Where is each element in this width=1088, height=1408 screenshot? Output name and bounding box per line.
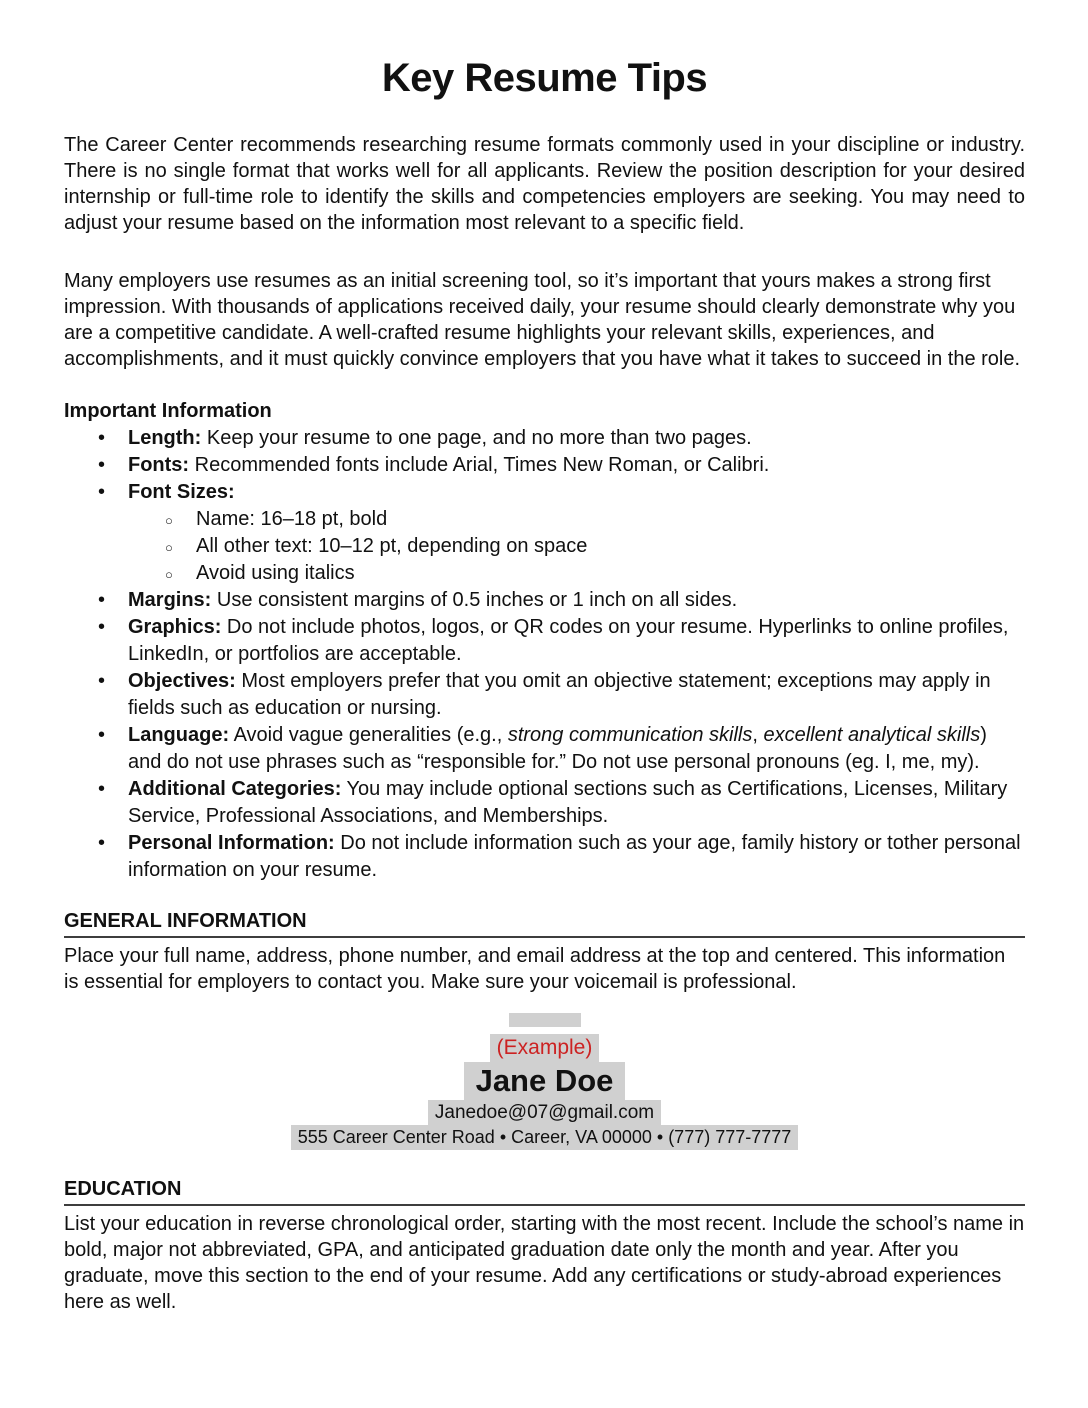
bullet-item: • Personal Information: Do not include information such as your age, family history or tother personal information on your resume. bbox=[64, 830, 1025, 884]
education-body: List your education in reverse chronological order, starting with the most recent. Include the school’s name in bold, major not abbreviated, GPA, and anticipated graduation date only the month and year. After you graduate, move this section to the end of your resume. Add any certifications or study-abroad experiences here as well. bbox=[64, 1213, 1025, 1313]
general-info-body: Place your full name, address, phone number, and email address at the top and centered. This information is essential for employers to contact you. Make sure your voicemail is professional. bbox=[64, 945, 1006, 993]
bullet-label: Graphics: bbox=[128, 616, 222, 638]
example-name-line bbox=[64, 1062, 1025, 1100]
bullet-item bbox=[64, 722, 1025, 776]
bullet-label: Additional Categories: bbox=[128, 778, 342, 800]
important-info-heading: Important Information bbox=[64, 400, 272, 422]
example-email-line bbox=[64, 1100, 1025, 1125]
bullet-label: Font Sizes: bbox=[128, 481, 235, 503]
text-segment: ) and do not use phrases such as “responsible for.” Do not use personal pronouns (eg. I, me, my). bbox=[128, 724, 987, 773]
general-info-heading: GENERAL INFORMATION bbox=[64, 908, 1025, 938]
sub-bullet-item: ○ Name: 16–18 pt, bold bbox=[128, 506, 1025, 533]
sub-bullet-item: ○ All other text: 10–12 pt, depending on space bbox=[128, 533, 1025, 560]
bullet-item bbox=[64, 479, 1025, 587]
example-tag: (Example) bbox=[490, 1034, 600, 1062]
example-address-line bbox=[64, 1125, 1025, 1150]
example-block bbox=[64, 1013, 1025, 1150]
example-blank-highlight-line bbox=[64, 1013, 1025, 1034]
example-email: Janedoe@07@gmail.com bbox=[428, 1100, 661, 1125]
example-tag-line bbox=[64, 1034, 1025, 1062]
general-info-section bbox=[64, 908, 1025, 995]
intro-paragraph-2: Many employers use resumes as an initial screening tool, so it’s important that yours makes a strong first impression. With thousands of applications received daily, your resume should clearly demonstrate why you are a competitive candidate. A well-crafted resume highlights your relevant skills, experiences, and accomplishments, and it must quickly convince employers that you have what it takes to succeed in the role. bbox=[64, 270, 1021, 370]
bullet-item: • Additional Categories: You may include optional sections such as Certifications, Licenses, Military Service, Professional Associations, and Memberships. bbox=[64, 776, 1025, 830]
education-section bbox=[64, 1176, 1025, 1315]
text-segment: , bbox=[752, 724, 764, 746]
example-name: Jane Doe bbox=[464, 1062, 626, 1100]
example-address: 555 Career Center Road • Career, VA 00000 • (777) 777-7777 bbox=[291, 1125, 799, 1150]
page-title: Key Resume Tips bbox=[381, 56, 708, 100]
sub-bullet-item: ○ Avoid using italics bbox=[128, 560, 1025, 587]
intro-paragraph-1: The Career Center recommends researching resume formats commonly used in your discipline or industry. There is no single format that works well for all applicants. Review the position description for your desired internship or full-time role to identify the skills and competencies employers are seeking. You may need to adjust your resume based on the information most relevant to a specific field. bbox=[64, 134, 1025, 234]
bullet-item: • Margins: Use consistent margins of 0.5 inches or 1 inch on all sides. bbox=[64, 587, 1025, 614]
bullet-label: Language: bbox=[128, 724, 230, 746]
bullet-label: Personal Information: bbox=[128, 832, 335, 854]
italic-phrase: excellent analytical skills bbox=[763, 724, 981, 746]
bullet-label: Length: bbox=[128, 427, 202, 449]
bullet-item: • Objectives: Most employers prefer that you omit an objective statement; exceptions may apply in fields such as education or nursing. bbox=[64, 668, 1025, 722]
bullet-item: • Fonts: Recommended fonts include Arial, Times New Roman, or Calibri. bbox=[64, 452, 1025, 479]
important-info-list bbox=[64, 425, 1025, 884]
text-segment: Avoid vague generalities (e.g., bbox=[233, 724, 508, 746]
bullet-label: Fonts: bbox=[128, 454, 190, 476]
bullet-sublist bbox=[128, 506, 1025, 587]
highlight-sliver bbox=[509, 1013, 581, 1027]
bullet-label: Margins: bbox=[128, 589, 212, 611]
bullet-item: • Length: Keep your resume to one page, and no more than two pages. bbox=[64, 425, 1025, 452]
bullet-item: • Graphics: Do not include photos, logos, or QR codes on your resume. Hyperlinks to online profiles, LinkedIn, or portfolios are acceptable. bbox=[64, 614, 1025, 668]
bullet-label: Objectives: bbox=[128, 670, 236, 692]
italic-phrase: strong communication skills bbox=[507, 724, 753, 746]
education-heading: EDUCATION bbox=[64, 1176, 1025, 1206]
